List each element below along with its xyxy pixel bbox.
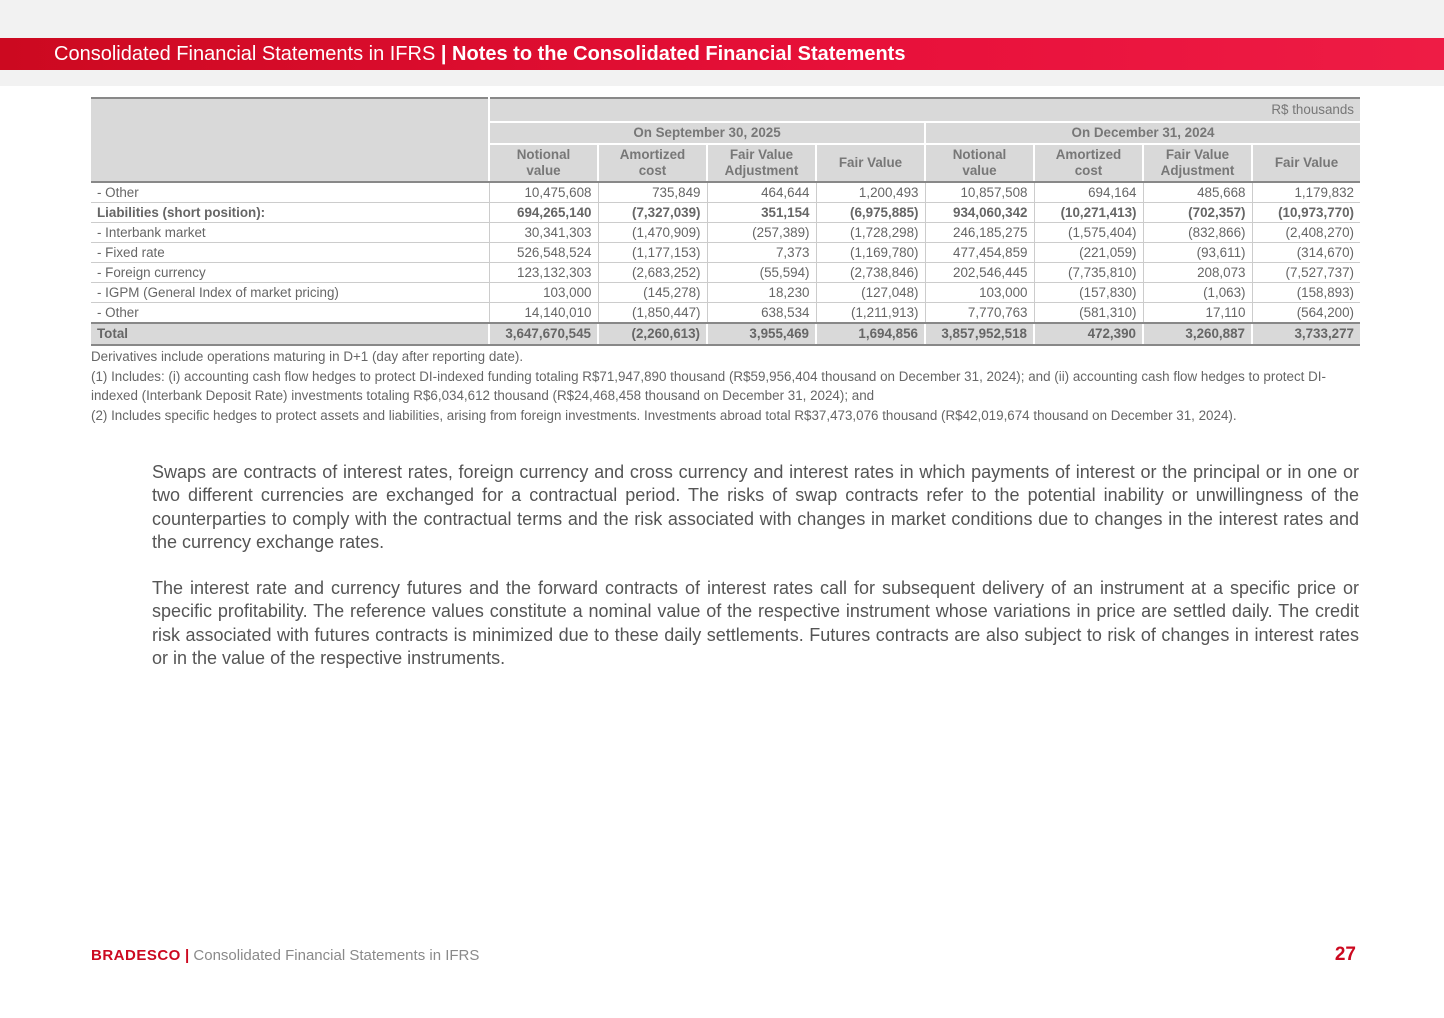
cell-value: 1,694,856 bbox=[816, 323, 925, 345]
cell-value: (581,310) bbox=[1034, 303, 1143, 324]
cell-value: 3,733,277 bbox=[1252, 323, 1360, 345]
cell-value: (1,850,447) bbox=[598, 303, 707, 324]
cell-value: (10,973,770) bbox=[1252, 203, 1360, 223]
page-number: 27 bbox=[1334, 944, 1356, 965]
row-label: - Interbank market bbox=[91, 223, 489, 243]
cell-value: 694,265,140 bbox=[489, 203, 598, 223]
cell-value: (6,975,885) bbox=[816, 203, 925, 223]
cell-value: (314,670) bbox=[1252, 243, 1360, 263]
cell-value: 485,668 bbox=[1143, 182, 1252, 203]
cell-value: 30,341,303 bbox=[489, 223, 598, 243]
row-label: - IGPM (General Index of market pricing) bbox=[91, 283, 489, 303]
column-header bbox=[816, 144, 925, 182]
column-header-line: cost bbox=[1074, 163, 1103, 178]
row-label: - Other bbox=[91, 303, 489, 324]
note-line: (1) Includes: (i) accounting cash flow hedges to protect DI-indexed funding totaling R$71,947,890 thousand (R$59,956,404 thousand on December 31, 2024); and (ii) accounting cash flow hedges to protect DI-indexed (Interbank Deposit Rate) investments totaling R$6,034,612 thousand (R$24,468,458 thousand on December 31, 2024); and bbox=[91, 368, 1326, 403]
header-section: Consolidated Financial Statements in IFRS bbox=[54, 43, 436, 65]
body-text bbox=[152, 461, 1359, 693]
row-label: Liabilities (short position): bbox=[91, 203, 489, 223]
cell-value: 7,373 bbox=[707, 243, 816, 263]
table-row bbox=[91, 182, 1360, 203]
column-header-line: Fair Value bbox=[838, 155, 903, 170]
derivatives-table bbox=[91, 97, 1360, 346]
header-bar bbox=[0, 38, 1444, 70]
cell-value: (7,735,810) bbox=[1034, 263, 1143, 283]
cell-value: 694,164 bbox=[1034, 182, 1143, 203]
cell-value: 103,000 bbox=[489, 283, 598, 303]
cell-value: (221,059) bbox=[1034, 243, 1143, 263]
cell-value: 3,647,670,545 bbox=[489, 323, 598, 345]
cell-value: 246,185,275 bbox=[925, 223, 1034, 243]
cell-value: (7,327,039) bbox=[598, 203, 707, 223]
row-label: - Fixed rate bbox=[91, 243, 489, 263]
column-header bbox=[925, 144, 1034, 182]
cell-value: (1,575,404) bbox=[1034, 223, 1143, 243]
column-header bbox=[489, 144, 598, 182]
cell-value: (145,278) bbox=[598, 283, 707, 303]
column-header bbox=[707, 144, 816, 182]
cell-value: (157,830) bbox=[1034, 283, 1143, 303]
row-label: - Other bbox=[91, 182, 489, 203]
column-header-line: Fair Value bbox=[1274, 155, 1339, 170]
cell-value: (2,260,613) bbox=[598, 323, 707, 345]
cell-value: 3,260,887 bbox=[1143, 323, 1252, 345]
cell-value: (7,527,737) bbox=[1252, 263, 1360, 283]
cell-value: (10,271,413) bbox=[1034, 203, 1143, 223]
table-row bbox=[91, 243, 1360, 263]
cell-value: (1,470,909) bbox=[598, 223, 707, 243]
cell-value: 10,475,608 bbox=[489, 182, 598, 203]
column-header bbox=[1143, 144, 1252, 182]
column-header-line: value bbox=[962, 163, 997, 178]
header-separator: | bbox=[440, 43, 447, 65]
column-header-line: Notional bbox=[516, 147, 571, 162]
table-row bbox=[91, 283, 1360, 303]
column-header-line: Fair Value bbox=[729, 147, 794, 162]
total-row bbox=[91, 323, 1360, 345]
table-row bbox=[91, 223, 1360, 243]
cell-value: 472,390 bbox=[1034, 323, 1143, 345]
cell-value: 7,770,763 bbox=[925, 303, 1034, 324]
cell-value: 123,132,303 bbox=[489, 263, 598, 283]
note-line: (2) Includes specific hedges to protect assets and liabilities, arising from foreign investments. Investments abroad total R$37,473,076 thousand (R$42,019,674 thousand on December 31, 2024). bbox=[91, 407, 1237, 423]
cell-value: 3,955,469 bbox=[707, 323, 816, 345]
cell-value: (1,211,913) bbox=[816, 303, 925, 324]
column-header-line: Adjustment bbox=[1160, 163, 1235, 178]
cell-value: (1,177,153) bbox=[598, 243, 707, 263]
cell-value: (832,866) bbox=[1143, 223, 1252, 243]
column-header-line: Notional bbox=[952, 147, 1007, 162]
table-corner bbox=[91, 98, 489, 182]
period-header-2: On December 31, 2024 bbox=[925, 122, 1360, 144]
cell-value: 1,179,832 bbox=[1252, 182, 1360, 203]
note-line: Derivatives include operations maturing in D+1 (day after reporting date). bbox=[91, 349, 524, 364]
cell-value: 464,644 bbox=[707, 182, 816, 203]
header-subsection: Notes to the Consolidated Financial Statements bbox=[452, 43, 906, 65]
cell-value: (1,728,298) bbox=[816, 223, 925, 243]
footer-brand: BRADESCO bbox=[91, 947, 181, 964]
column-header-line: Adjustment bbox=[724, 163, 799, 178]
cell-value: (55,594) bbox=[707, 263, 816, 283]
cell-value: 477,454,859 bbox=[925, 243, 1034, 263]
cell-value: 1,200,493 bbox=[816, 182, 925, 203]
table-row bbox=[91, 203, 1360, 223]
cell-value: 17,110 bbox=[1143, 303, 1252, 324]
table-notes bbox=[91, 347, 1361, 425]
footer-separator: | bbox=[185, 947, 190, 964]
cell-value: (1,169,780) bbox=[816, 243, 925, 263]
cell-value: (702,357) bbox=[1143, 203, 1252, 223]
cell-value: (127,048) bbox=[816, 283, 925, 303]
cell-value: 735,849 bbox=[598, 182, 707, 203]
cell-value: 526,548,524 bbox=[489, 243, 598, 263]
column-header-line: Fair Value bbox=[1165, 147, 1230, 162]
cell-value: (564,200) bbox=[1252, 303, 1360, 324]
column-header-line: Amortized bbox=[619, 147, 686, 162]
paragraph-swaps: Swaps are contracts of interest rates, foreign currency and cross currency and interest rates in which payments of interest or the principal or in one or two different currencies are exchanged for a contractual period. The risks of swap contracts refer to the potential inability or unwillingness of the counterparties to comply with the contractual terms and the risk associated with changes in market conditions due to changes in the interest rates and the currency exchange rates. bbox=[152, 462, 1359, 552]
column-header bbox=[1034, 144, 1143, 182]
cell-value: (257,389) bbox=[707, 223, 816, 243]
cell-value: 638,534 bbox=[707, 303, 816, 324]
table-row bbox=[91, 263, 1360, 283]
column-header bbox=[1252, 144, 1360, 182]
row-label: Total bbox=[91, 323, 489, 345]
column-header-line: value bbox=[526, 163, 561, 178]
cell-value: (2,408,270) bbox=[1252, 223, 1360, 243]
cell-value: 934,060,342 bbox=[925, 203, 1034, 223]
cell-value: (93,611) bbox=[1143, 243, 1252, 263]
cell-value: (2,738,846) bbox=[816, 263, 925, 283]
column-header-line: cost bbox=[638, 163, 667, 178]
column-header bbox=[598, 144, 707, 182]
cell-value: 208,073 bbox=[1143, 263, 1252, 283]
footer-text: Consolidated Financial Statements in IFRS bbox=[193, 947, 480, 964]
row-label: - Foreign currency bbox=[91, 263, 489, 283]
cell-value: 18,230 bbox=[707, 283, 816, 303]
cell-value: (158,893) bbox=[1252, 283, 1360, 303]
paragraph-futures: The interest rate and currency futures and the forward contracts of interest rates call for subsequent delivery of an instrument at a specific price or specific profitability. The reference values constitute a nominal value of the respective instrument whose variations in price are settled daily. The credit risk associated with futures contracts is minimized due to these daily settlements. Futures contracts are also subject to risk of changes in interest rates or in the value of the respective instruments. bbox=[152, 578, 1359, 669]
cell-value: 351,154 bbox=[707, 203, 816, 223]
footer bbox=[91, 947, 479, 964]
cell-value: (2,683,252) bbox=[598, 263, 707, 283]
column-header-line: Amortized bbox=[1055, 147, 1122, 162]
unit-label: R$ thousands bbox=[489, 98, 1360, 122]
table-row bbox=[91, 303, 1360, 324]
cell-value: 202,546,445 bbox=[925, 263, 1034, 283]
cell-value: 103,000 bbox=[925, 283, 1034, 303]
cell-value: 14,140,010 bbox=[489, 303, 598, 324]
cell-value: 10,857,508 bbox=[925, 182, 1034, 203]
cell-value: 3,857,952,518 bbox=[925, 323, 1034, 345]
period-header-1: On September 30, 2025 bbox=[489, 122, 925, 144]
cell-value: (1,063) bbox=[1143, 283, 1252, 303]
